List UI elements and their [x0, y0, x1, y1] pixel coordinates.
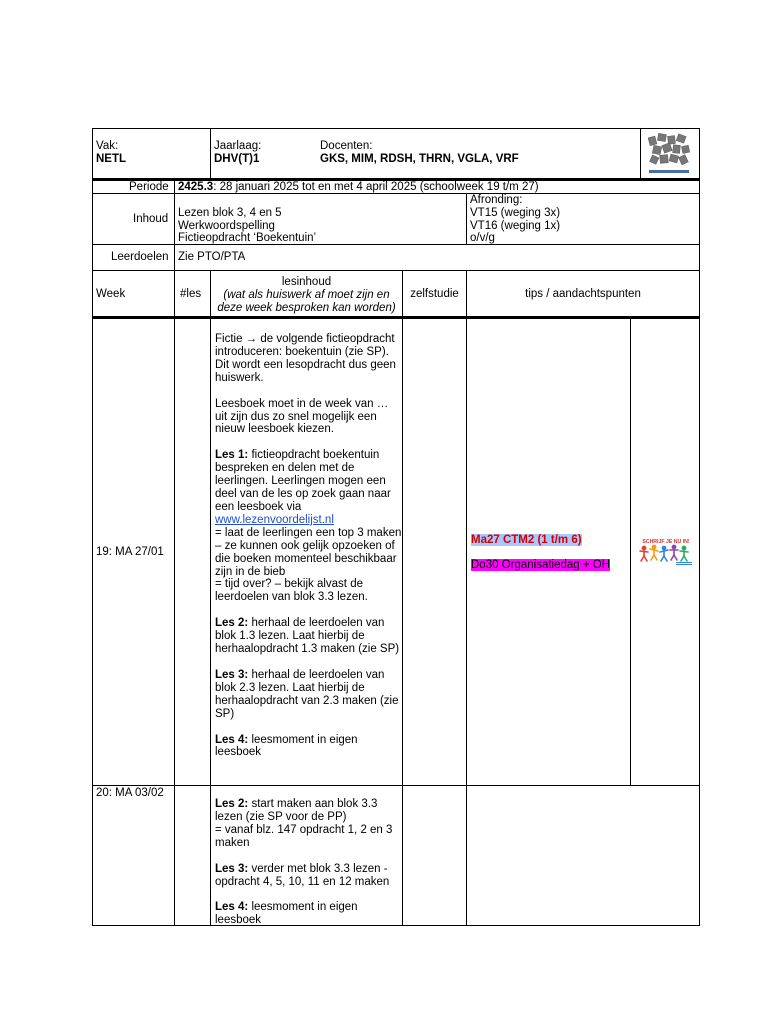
afronding-line-2: VT16 (weging 1x) — [470, 220, 561, 232]
col-les-header: #les — [180, 288, 202, 300]
col-lesinhoud-header: lesinhoud — [281, 276, 332, 288]
afronding-line-3: o/v/g — [470, 232, 495, 244]
les-2-text: start maken aan blok 3.3 lezen (zie SP voor de PP) — [215, 798, 378, 823]
week-19-lesinhoud — [215, 333, 403, 772]
school-logo — [643, 131, 697, 177]
col-week-header: Week — [96, 288, 126, 300]
week-20-lesinhoud — [215, 798, 403, 940]
col-lesinhoud-note-2: deze week besproken kan worden) — [217, 302, 396, 314]
les-3-label: Les 3: — [215, 862, 249, 875]
schrijf-je-nu-in-image — [636, 536, 696, 566]
col-tips-header: tips / aandachtspunten — [525, 288, 641, 300]
les-4-label: Les 4: — [215, 901, 249, 914]
week-19-tip-2 — [471, 559, 610, 572]
afronding-line-1: VT15 (weging 3x) — [470, 207, 561, 219]
week-19-label: 19: MA 27/01 — [96, 546, 164, 558]
vak-value: NETL — [96, 153, 127, 165]
jaarlaag-value: DHV(T)1 — [214, 153, 260, 165]
les-4-label: Les 4: — [215, 733, 249, 746]
col-zelfstudie-header: zelfstudie — [410, 288, 459, 300]
periode-label: Periode — [129, 181, 169, 193]
les-4-text: leesmoment in eigen leesboek — [215, 901, 358, 927]
week-20-les-3 — [215, 863, 403, 889]
jaarlaag-label: Jaarlaag: — [214, 140, 262, 152]
periode-code: 2425.3 — [178, 181, 214, 193]
les-3-text: verder met blok 3.3 lezen - opdracht 4, 5, 10, 11 en 12 maken — [215, 862, 390, 888]
les-1-after: = laat de leerlingen een top 3 maken – ze kunnen ook gelijk opzoeken of die boeken momenteel beschikbaar zijn in de bieb — [215, 526, 402, 578]
lezenvoordelijst-link[interactable]: www.lezenvoordelijst.nl — [215, 513, 334, 526]
docenten-label: Docenten: — [320, 140, 373, 152]
col-lesinhoud-note-1: (wat als huiswerk af moet zijn en — [223, 289, 390, 301]
week-19-tip-1 — [471, 534, 582, 547]
periode-text: : 28 januari 2025 tot en met 4 april 2025 (schoolweek 19 t/m 27) — [213, 181, 539, 193]
inhoud-label: Inhoud — [133, 213, 169, 225]
inhoud-line-2: Werkwoordspelling — [178, 220, 275, 232]
les-1-label: Les 1: — [215, 449, 249, 462]
inhoud-line-1: Lezen blok 3, 4 en 5 — [178, 207, 282, 219]
week-19-les-2 — [215, 617, 403, 656]
week-19-leesboek: Leesboek moet in de week van … uit zijn dus zo snel mogelijk een nieuw leesboek kiezen. — [215, 397, 389, 436]
week-20-les-4 — [215, 901, 403, 927]
les-2-label: Les 2: — [215, 798, 249, 810]
afronding-label: Afronding: — [470, 194, 523, 206]
leerdoelen-value: Zie PTO/PTA — [178, 251, 246, 263]
week-19-intro: Fictie → de volgende fictieopdracht introduceren: boekentuin (zie SP). Dit wordt een lesopdracht dus geen huiswerk. — [215, 333, 396, 384]
les-2-after: = vanaf blz. 147 opdracht 1, 2 en 3 maken — [215, 823, 393, 849]
les-3-text: herhaal de leerdoelen van blok 2.3 lezen. Laat hierbij de herhaalopdracht van 2.3 maken (zie SP) — [215, 668, 399, 720]
les-3-label: Les 3: — [215, 668, 249, 681]
week-20-les-2 — [215, 798, 403, 850]
vak-label: Vak: — [96, 140, 119, 152]
les-2-text: herhaal de leerdoelen van blok 1.3 lezen. Laat hierbij de herhaalopdracht 1.3 maken (zie SP) — [215, 617, 400, 656]
les-2-label: Les 2: — [215, 617, 249, 630]
les-1-extra: = tijd over? – bekijk alvast de leerdoelen van blok 3.3 lezen. — [215, 578, 368, 604]
les-4-text: leesmoment in eigen leesboek — [215, 733, 358, 759]
week-19-les-1 — [215, 449, 403, 604]
tip-ctm2: Ma27 CTM2 (1 t/m 6) — [471, 534, 582, 546]
week-19-les-3 — [215, 669, 403, 721]
les-1-text: fictieopdracht boekentuin bespreken en delen met de leerlingen. Leerlingen mogen een deel van de les op zoek gaan naar een leesboek via — [215, 449, 391, 513]
week-19-les-4 — [215, 734, 403, 760]
tip-organisatiedag: Do30 Organisatiedag + OH — [471, 559, 611, 571]
leerdoelen-label: Leerdoelen — [111, 251, 169, 263]
periode-value — [178, 181, 539, 194]
docenten-value: GKS, MIM, RDSH, THRN, VGLA, VRF — [320, 153, 519, 165]
week-20-label: 20: MA 03/02 — [96, 787, 164, 799]
schrijf-je-nu-in-text: SCHRIJF JE NU IN! — [642, 539, 690, 545]
inhoud-line-3: Fictieopdracht ‘Boekentuin’ — [178, 232, 317, 244]
